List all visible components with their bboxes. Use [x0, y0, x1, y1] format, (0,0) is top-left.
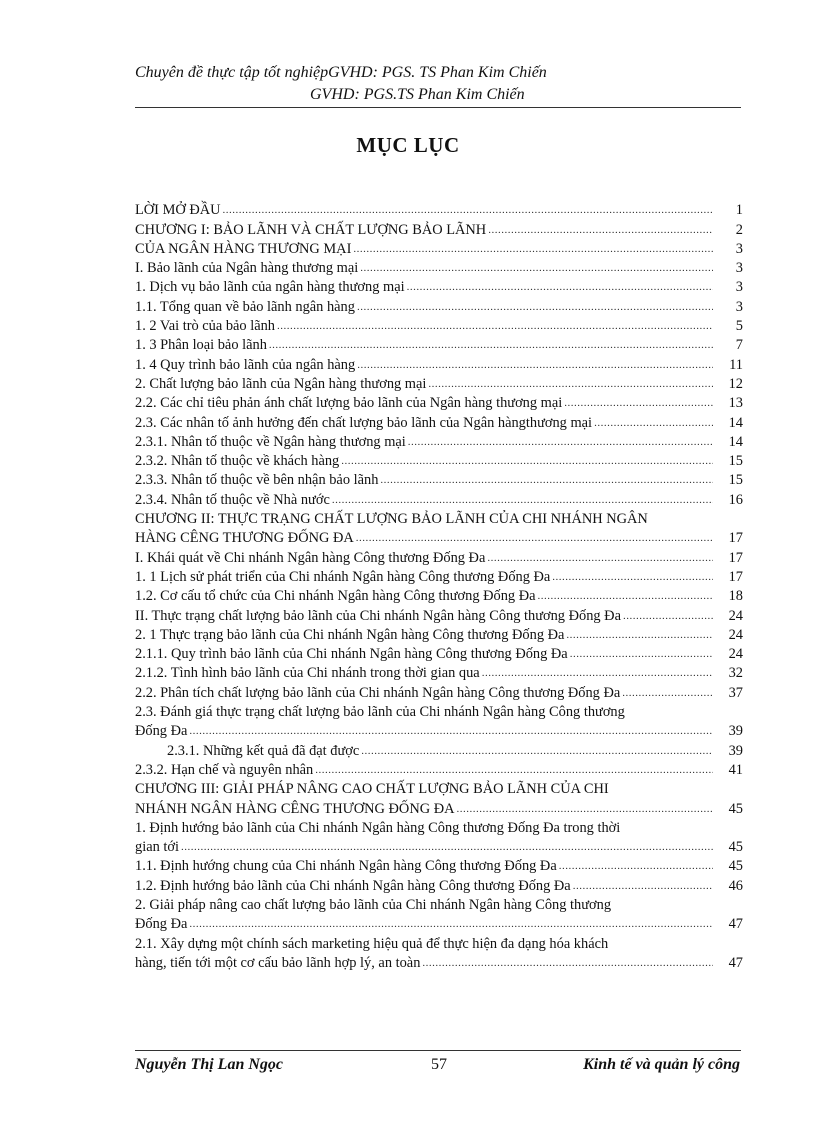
toc-entry-page: 37 [728, 684, 743, 701]
toc-entry-text: 2. Giải pháp nâng cao chất lượng bảo lãnh của Chi nhánh Ngân hàng Công thương [135, 896, 612, 913]
toc-leader-dots [566, 628, 713, 642]
toc-entry-text: 1.2. Định hướng bảo lãnh của Chi nhánh Ngân hàng Công thương Đống Đa [135, 877, 571, 894]
toc-leader-dots [408, 435, 713, 449]
toc-entry [135, 374, 745, 393]
toc-entry-page: 15 [728, 453, 743, 470]
toc-entry [135, 779, 745, 798]
toc-entry-text: 2.3.1. Những kết quả đã đạt được [167, 742, 360, 759]
toc-leader-dots [277, 319, 713, 333]
toc-leader-dots [570, 647, 713, 661]
footer-page-number: 57 [431, 1056, 447, 1073]
toc-entry [135, 702, 745, 721]
toc-entry-text: 2.3.3. Nhân tố thuộc về bên nhận bảo lãnh [135, 472, 379, 489]
toc-entry-text: 1. 1 Lịch sử phát triển của Chi nhánh Ngân hàng Công thương Đống Đa [135, 568, 551, 585]
toc-entry-text: 1. 2 Vai trò của bảo lãnh [135, 318, 276, 335]
toc-entry [135, 721, 745, 740]
toc-entry-text: gian tới [135, 839, 179, 856]
toc-entry-page: 12 [728, 375, 743, 392]
toc-entry [135, 354, 745, 373]
toc-entry [135, 586, 745, 605]
toc-entry-text: 2. 1 Thực trạng bảo lãnh của Chi nhánh Ngân hàng Công thương Đống Đa [135, 626, 565, 643]
toc-entry-page: 13 [728, 395, 743, 412]
footer-author: Nguyễn Thị Lan Ngọc [135, 1056, 283, 1073]
toc-entry-page: 11 [729, 356, 743, 373]
toc-entry [135, 625, 745, 644]
toc-entry-text: 2.2. Các chỉ tiêu phản ánh chất lượng bảo lãnh của Ngân hàng thương mại [135, 395, 563, 412]
toc-leader-dots [552, 570, 713, 584]
toc-entry-text: 2.2. Phân tích chất lượng bảo lãnh của Chi nhánh Ngân hàng Công thương Đống Đa [135, 684, 621, 701]
toc-entry-text: 2.3. Đánh giá thực trạng chất lượng bảo lãnh của Chi nhánh Ngân hàng Công thương [135, 704, 625, 721]
toc-entry-text: CỦA NGÂN HÀNG THƯƠNG MẠI [135, 240, 352, 257]
toc-entry [135, 644, 745, 663]
toc-leader-dots [357, 300, 713, 314]
toc-entry-page: 24 [728, 646, 743, 663]
toc-entry-text: LỜI MỞ ĐẦU [135, 202, 221, 219]
toc-entry [135, 818, 745, 837]
toc-entry-text: 1.1. Định hướng chung của Chi nhánh Ngân hàng Công thương Đống Đa [135, 858, 557, 875]
toc-entry-page: 47 [728, 916, 743, 933]
toc-entry-page: 39 [728, 723, 743, 740]
toc-entry-text: 2. Chất lượng bảo lãnh của Ngân hàng thương mại [135, 375, 427, 392]
toc-entry-page: 47 [728, 954, 743, 971]
toc-leader-dots [559, 859, 713, 873]
toc-entry-text: 2.1. Xây dựng một chính sách marketing hiệu quả để thực hiện đa dạng hóa khách [135, 935, 609, 952]
table-of-contents [135, 200, 745, 972]
toc-entry-text: 1. 3 Phân loại bảo lãnh [135, 337, 267, 354]
toc-entry-text: Đống Đa [135, 916, 188, 933]
toc-entry [135, 914, 745, 933]
toc-leader-dots [189, 724, 713, 738]
toc-entry-text: hàng, tiến tới một cơ cấu bảo lãnh hợp lý, an toàn [135, 954, 421, 971]
toc-entry-text: HÀNG CÊNG THƯƠNG ĐỐNG ĐA [135, 530, 354, 547]
toc-entry [135, 412, 745, 431]
toc-leader-dots [360, 261, 713, 275]
header-line-1: Chuyên đề thực tập tốt nghiệpGVHD: PGS. TS Phan Kim Chiến [135, 64, 547, 81]
toc-leader-dots [487, 551, 713, 565]
toc-leader-dots [538, 589, 713, 603]
toc-entry [135, 200, 745, 219]
toc-leader-dots [181, 840, 713, 854]
toc-entry-page: 46 [728, 877, 743, 894]
toc-leader-dots [594, 416, 713, 430]
toc-leader-dots [622, 686, 713, 700]
toc-entry-text: 2.3.1. Nhân tố thuộc về Ngân hàng thương mại [135, 433, 406, 450]
toc-entry-text: CHƯƠNG III: GIẢI PHÁP NÂNG CAO CHẤT LƯỢNG BẢO LÃNH CỦA CHI [135, 781, 609, 798]
toc-entry-page: 7 [735, 337, 743, 354]
header-line-2: GVHD: PGS.TS Phan Kim Chiến [310, 86, 525, 103]
toc-entry [135, 760, 745, 779]
header-rule [135, 107, 741, 108]
toc-entry-page: 15 [728, 472, 743, 489]
toc-leader-dots [341, 454, 713, 468]
toc-entry-page: 3 [735, 279, 743, 296]
toc-entry-text: 1. Dịch vụ bảo lãnh của ngân hàng thương mại [135, 279, 405, 296]
toc-leader-dots [353, 242, 713, 256]
toc-entry [135, 740, 745, 759]
toc-entry-page: 3 [735, 240, 743, 257]
footer-rule [135, 1050, 741, 1051]
toc-entry-text: I. Bảo lãnh của Ngân hàng thương mại [135, 260, 359, 277]
toc-leader-dots [488, 223, 713, 237]
toc-entry-page: 18 [728, 588, 743, 605]
toc-entry-text: 1.1. Tổng quan về bảo lãnh ngân hàng [135, 298, 355, 315]
toc-entry [135, 470, 745, 489]
toc-entry-text: 2.3. Các nhân tố ảnh hưởng đến chất lượng bảo lãnh của Ngân hàngthương mại [135, 414, 593, 431]
toc-entry-text: II. Thực trạng chất lượng bảo lãnh của Chi nhánh Ngân hàng Công thương Đống Đa [135, 607, 621, 624]
toc-entry [135, 605, 745, 624]
toc-entry [135, 296, 745, 315]
toc-entry [135, 567, 745, 586]
toc-entry [135, 258, 745, 277]
toc-entry [135, 451, 745, 470]
toc-leader-dots [456, 802, 713, 816]
toc-leader-dots [407, 280, 713, 294]
toc-entry [135, 239, 745, 258]
toc-leader-dots [573, 879, 713, 893]
toc-entry [135, 798, 745, 817]
toc-leader-dots [422, 956, 713, 970]
toc-entry-page: 14 [728, 433, 743, 450]
toc-entry [135, 432, 745, 451]
toc-entry [135, 663, 745, 682]
toc-entry-text: I. Khái quát về Chi nhánh Ngân hàng Công thương Đống Đa [135, 549, 486, 566]
footer-department: Kinh tế và quản lý công [583, 1056, 740, 1073]
toc-leader-dots [623, 609, 713, 623]
toc-leader-dots [428, 377, 713, 391]
toc-entry-page: 16 [728, 491, 743, 508]
toc-entry-page: 41 [728, 761, 743, 778]
toc-entry-page: 17 [728, 549, 743, 566]
toc-leader-dots [356, 531, 713, 545]
toc-entry-text: 2.1.2. Tình hình bảo lãnh của Chi nhánh trong thời gian qua [135, 665, 480, 682]
toc-entry [135, 837, 745, 856]
toc-leader-dots [380, 473, 713, 487]
toc-leader-dots [223, 203, 713, 217]
toc-entry-text: NHÁNH NGÂN HÀNG CÊNG THƯƠNG ĐỐNG ĐA [135, 800, 455, 817]
toc-entry-page: 45 [728, 800, 743, 817]
toc-entry-page: 45 [728, 858, 743, 875]
toc-entry-page: 32 [728, 665, 743, 682]
toc-entry [135, 509, 745, 528]
toc-entry-page: 5 [735, 318, 743, 335]
toc-entry-page: 3 [735, 298, 743, 315]
toc-entry-page: 39 [728, 742, 743, 759]
toc-entry-text: 1. 4 Quy trình bảo lãnh của ngân hàng [135, 356, 356, 373]
toc-entry [135, 895, 745, 914]
toc-entry-page: 14 [728, 414, 743, 431]
toc-entry [135, 489, 745, 508]
toc-entry-page: 45 [728, 839, 743, 856]
toc-entry-text: 1. Định hướng bảo lãnh của Chi nhánh Ngân hàng Công thương Đống Đa trong thời [135, 819, 621, 836]
toc-entry [135, 933, 745, 952]
toc-leader-dots [269, 338, 713, 352]
toc-entry-page: 17 [728, 568, 743, 585]
toc-entry [135, 335, 745, 354]
toc-leader-dots [357, 358, 713, 372]
toc-entry-page: 24 [728, 626, 743, 643]
toc-entry-text: CHƯƠNG I: BẢO LÃNH VÀ CHẤT LƯỢNG BẢO LÃNH [135, 221, 487, 238]
toc-entry-page: 17 [728, 530, 743, 547]
toc-leader-dots [189, 917, 713, 931]
toc-entry-text: 2.1.1. Quy trình bảo lãnh của Chi nhánh Ngân hàng Công thương Đống Đa [135, 646, 568, 663]
page-title: MỤC LỤC [356, 133, 460, 157]
toc-entry-page: 1 [735, 202, 743, 219]
page-header [135, 62, 740, 106]
toc-entry-text: 2.3.2. Nhân tố thuộc về khách hàng [135, 453, 340, 470]
toc-leader-dots [361, 744, 713, 758]
toc-leader-dots [482, 666, 713, 680]
toc-entry [135, 219, 745, 238]
toc-entry-text: 1.2. Cơ cấu tổ chức của Chi nhánh Ngân hàng Công thương Đống Đa [135, 588, 536, 605]
toc-entry-text: CHƯƠNG II: THỰC TRẠNG CHẤT LƯỢNG BẢO LÃNH CỦA CHI NHÁNH NGÂN [135, 511, 648, 528]
toc-entry-text: Đống Đa [135, 723, 188, 740]
toc-entry-page: 3 [735, 260, 743, 277]
toc-entry [135, 953, 745, 972]
toc-entry [135, 682, 745, 701]
toc-entry [135, 528, 745, 547]
toc-entry [135, 316, 745, 335]
toc-entry-page: 24 [728, 607, 743, 624]
toc-entry [135, 547, 745, 566]
toc-leader-dots [315, 763, 713, 777]
toc-entry [135, 393, 745, 412]
toc-entry [135, 277, 745, 296]
toc-entry [135, 875, 745, 894]
toc-entry-text: 2.3.4. Nhân tố thuộc về Nhà nước [135, 491, 330, 508]
toc-entry [135, 856, 745, 875]
toc-leader-dots [332, 493, 713, 507]
toc-entry-page: 2 [735, 221, 743, 238]
toc-entry-text: 2.3.2. Hạn chế và nguyên nhân [135, 761, 314, 778]
toc-leader-dots [564, 396, 713, 410]
